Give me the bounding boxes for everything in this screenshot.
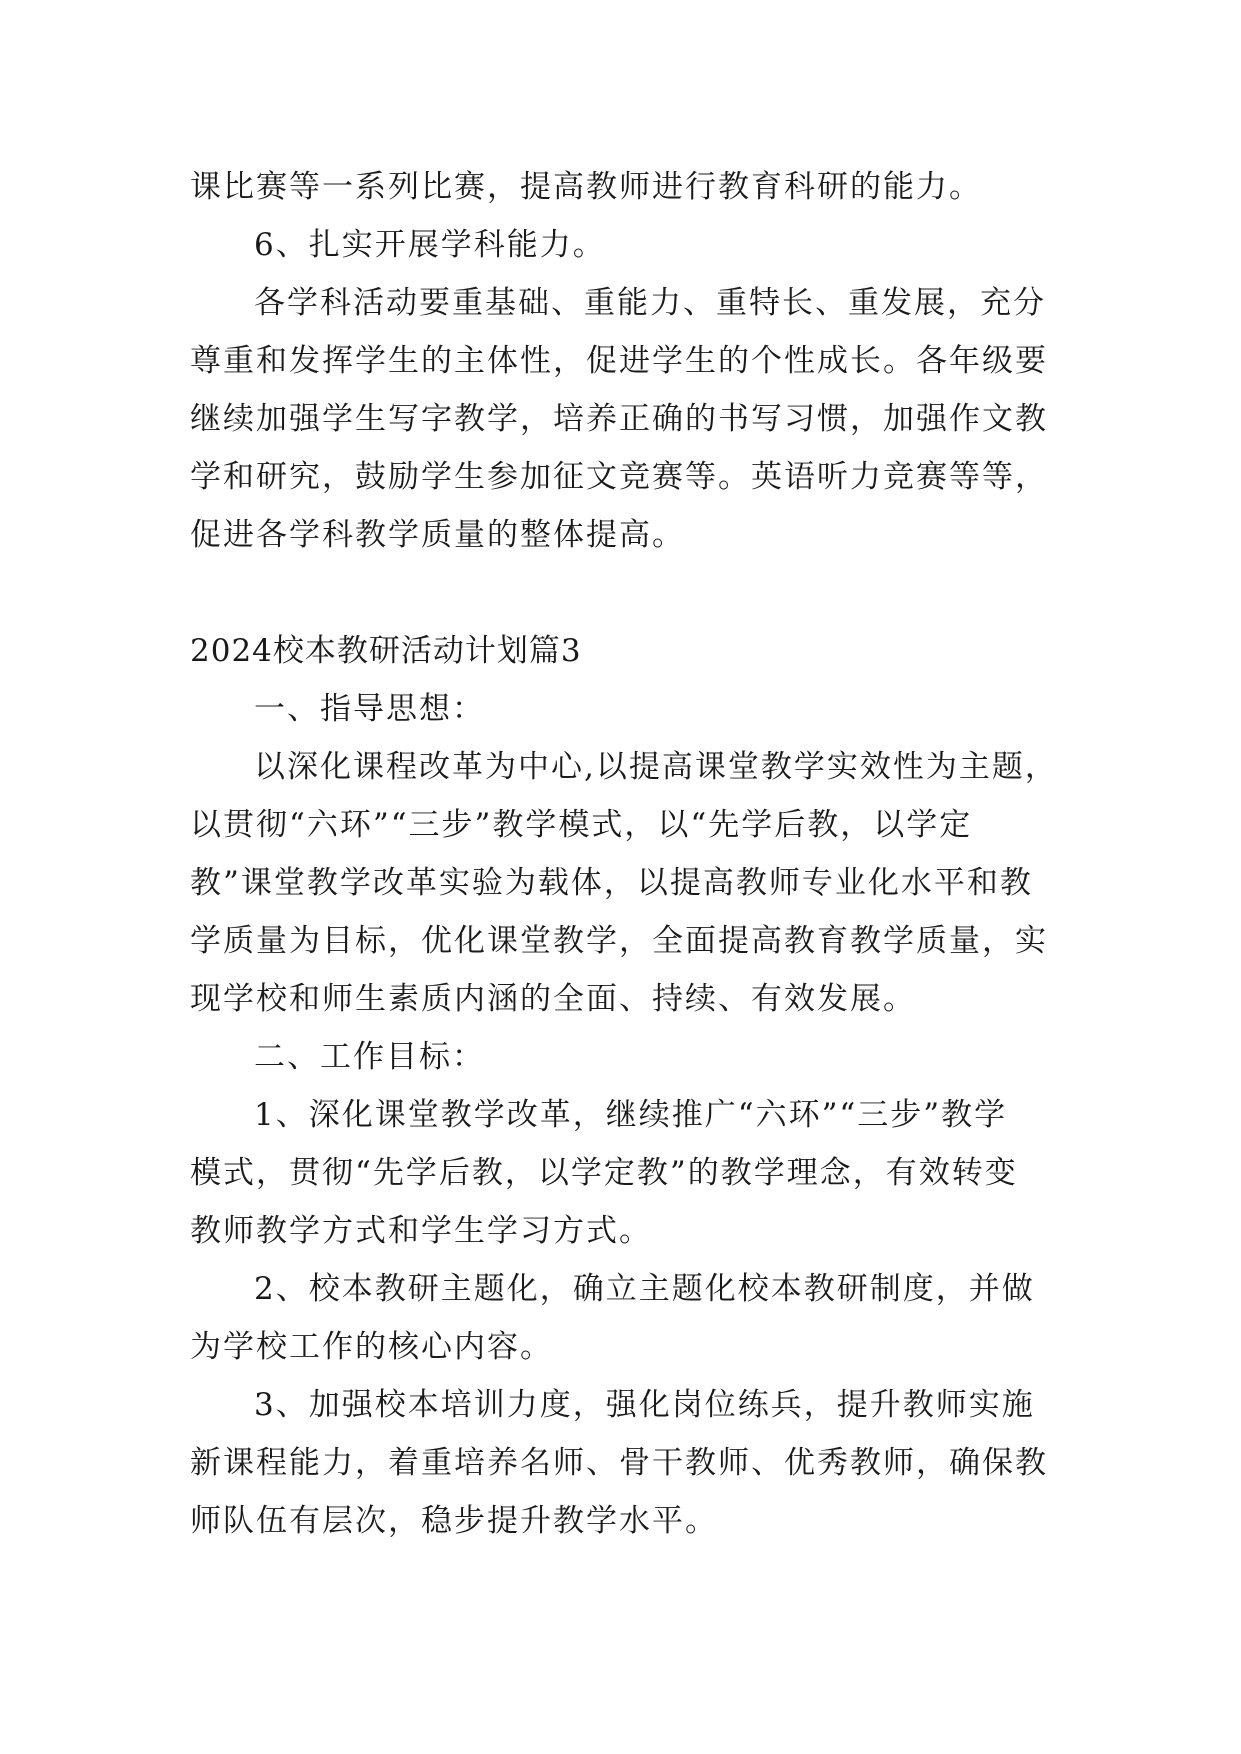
section-item-heading: 一、指导思想：: [254, 691, 485, 727]
paragraph-line: 尊重和发挥学生的主体性，促进学生的个性成长。各年级要: [190, 343, 1048, 379]
paragraph-line: 3、加强校本培训力度，强化岗位练兵，提升教师实施: [254, 1387, 1035, 1423]
paragraph-line: 师队伍有层次，稳步提升教学水平。: [190, 1503, 718, 1539]
paragraph-line: 教”课堂教学改革实验为载体，以提高教师专业化水平和教: [190, 865, 1033, 901]
paragraph-line: 各学科活动要重基础、重能力、重特长、重发展，充分: [254, 285, 1046, 321]
paragraph-line: 学和研究，鼓励学生参加征文竞赛等。英语听力竞赛等等，: [190, 459, 1048, 495]
paragraph-line: 继续加强学生写字教学，培养正确的书写习惯，加强作文教: [190, 401, 1048, 437]
paragraph-line: 教师教学方式和学生学习方式。: [190, 1213, 652, 1249]
document-page: [190, 158, 1070, 1550]
paragraph-line: 2、校本教研主题化，确立主题化校本教研制度，并做: [254, 1271, 1035, 1307]
section-item-heading: 二、工作目标：: [254, 1039, 485, 1075]
paragraph-line: 1、深化课堂教学改革，继续推广“六环”“三步”教学: [254, 1097, 1008, 1133]
paragraph-line: 模式，贯彻“先学后教，以学定教”的教学理念，有效转变: [190, 1155, 1018, 1191]
paragraph-line: 为学校工作的核心内容。: [190, 1329, 553, 1365]
paragraph-line: 以贯彻“六环”“三步”教学模式，以“先学后教，以学定: [190, 807, 973, 843]
section-item-heading: 6、扎实开展学科能力。: [254, 227, 606, 263]
paragraph-line: 新课程能力，着重培养名师、骨干教师、优秀教师，确保教: [190, 1445, 1048, 1481]
paragraph-line: 课比赛等一系列比赛，提高教师进行教育科研的能力。: [190, 169, 982, 205]
section-title: 2024校本教研活动计划篇3: [190, 633, 582, 669]
paragraph-gap: [190, 564, 1070, 622]
paragraph-line: 学质量为目标，优化课堂教学，全面提高教育教学质量，实: [190, 923, 1048, 959]
paragraph-line: 现学校和师生素质内涵的全面、持续、有效发展。: [190, 981, 916, 1017]
paragraph-line: 以深化课程改革为中心,以提高课堂教学实效性为主题，: [254, 749, 1058, 785]
paragraph-line: 促进各学科教学质量的整体提高。: [190, 517, 685, 553]
